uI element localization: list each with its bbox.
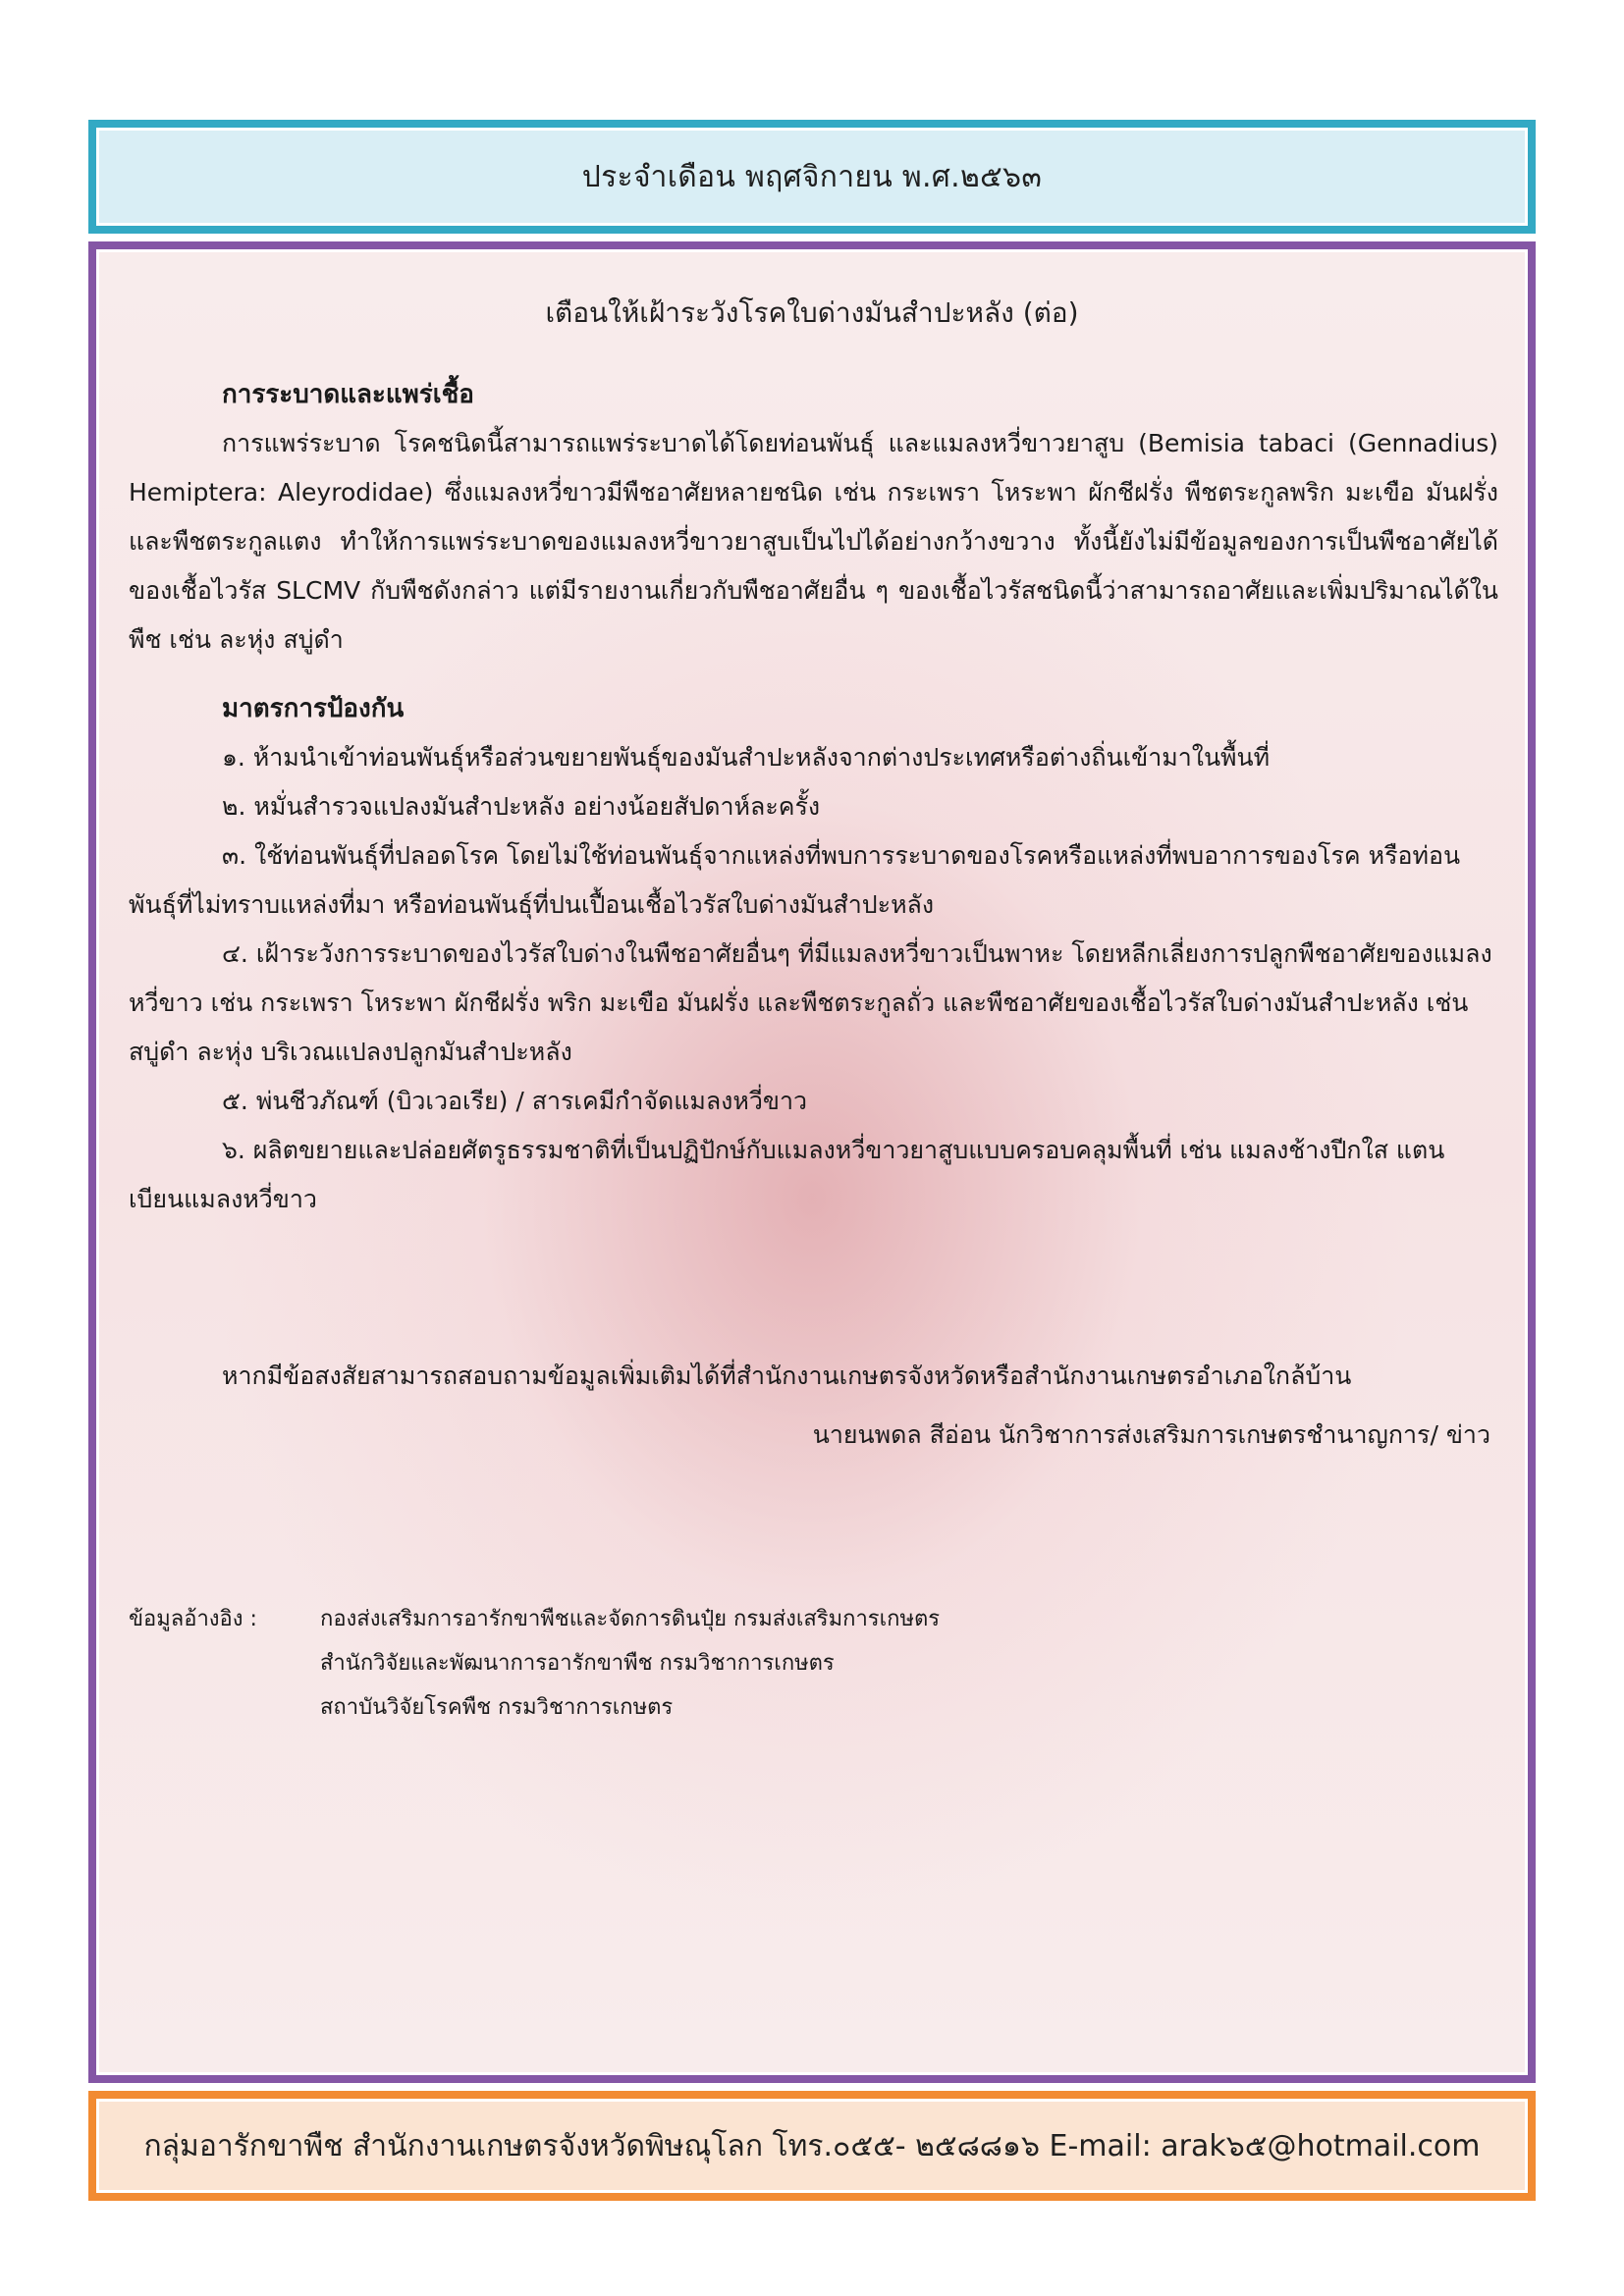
prevention-item-3: ๓. ใช้ท่อนพันธุ์ที่ปลอดโรค โดยไม่ใช้ท่อนพันธุ์จากแหล่งที่พบการระบาดของโรคหรือแหล่งที่พบอาการของโรค หรือท่อนพันธุ์ที่ไม่ทราบแหล่งที่มา หรือท่อนพันธุ์ที่ปนเปื้อนเชื้อไวรัสใบด่างมันสำปะหลัง [129,841,1461,919]
document-title: เตือนให้เฝ้าระวังโรคใบด่างมันสำปะหลัง (ต่อ) [545,296,1079,329]
contact-note: หากมีข้อสงสัยสามารถสอบถามข้อมูลเพิ่มเติมได้ที่สำนักงานเกษตรจังหวัดหรือสำนักงานเกษตรอำเภอใกล้บ้าน [222,1362,1352,1390]
reference-item: สถาบันวิจัยโรคพืช กรมวิชาการเกษตร [320,1695,674,1720]
header-title: ประจำเดือน พฤศจิกายน พ.ศ.๒๕๖๓ [581,159,1043,194]
references-list [320,1597,940,1730]
prevention-item-4: ๔. เฝ้าระวังการระบาดของไวรัสใบด่างในพืชอาศัยอื่นๆ ที่มีแมลงหวี่ขาวเป็นพาหะ โดยหลีกเลี่ยงการปลูกพืชอาศัยของแมลงหวี่ขาว เช่น กระเพรา โหระพา ผักชีฝรั่ง พริก มะเขือ มันฝรั่ง และพืชตระกูลถั่ว และพืชอาศัยของเชื้อไวรัสใบด่างมันสำปะหลัง เช่น สบู่ดำ ละหุ่ง บริเวณแปลงปลูกมันสำปะหลัง [129,939,1492,1066]
prevention-item-1: ๑. ห้ามนำเข้าท่อนพันธุ์หรือส่วนขยายพันธุ์ของมันสำปะหลังจากต่างประเทศหรือต่างถิ่นเข้ามาในพื้นที่ [222,743,1271,772]
header-banner [88,120,1536,234]
footer-banner-inner [96,2099,1528,2193]
footer-contact: กลุ่มอารักขาพืช สำนักงานเกษตรจังหวัดพิษณุโลก โทร.๐๕๕- ๒๕๘๘๑๖ E-mail: arak๖๕@hotmail.com [143,2128,1481,2163]
prevention-item-5: ๕. พ่นชีวภัณฑ์ (บิวเวอเรีย) / สารเคมีกำจัดแมลงหวี่ขาว [222,1087,808,1115]
references-label: ข้อมูลอ้างอิง : [129,1607,257,1631]
prevention-item-6: ๖. ผลิตขยายและปล่อยศัตรูธรรมชาติที่เป็นปฏิปักษ์กับแมลงหวี่ขาวยาสูบแบบครอบคลุมพื้นที่ เช่น แมลงช้างปีกใส แตนเบียนแมลงหวี่ขาว [129,1136,1445,1213]
content-panel [96,249,1528,2075]
spread-paragraph: การแพร่ระบาด โรคชนิดนี้สามารถแพร่ระบาดได้โดยท่อนพันธุ์ และแมลงหวี่ขาวยาสูบ (Bemisia tabaci (Gennadius) Hemiptera: Aleyrodidae) ซึ่งแมลงหวี่ขาวมีพืชอาศัยหลายชนิด เช่น กระเพรา โหระพา ผักชีฝรั่ง พืชตระกูลพริก มะเขือ มันฝรั่ง และพืชตระกูลแตง ทำให้การแพร่ระบาดของแมลงหวี่ขาวยาสูบเป็นไปได้อย่างกว้างขวาง ทั้งนี้ยังไม่มีข้อมูลของการเป็นพืชอาศัยได้ของเชื้อไวรัส SLCMV กับพืชดังกล่าว แต่มีรายงานเกี่ยวกับพืชอาศัยอื่น ๆ ของเชื้อไวรัสชนิดนี้ว่าสามารถอาศัยและเพิ่มปริมาณได้ในพืช เช่น ละหุ่ง สบู่ดำ [129,429,1498,654]
footer-banner [88,2091,1536,2201]
reference-item: สำนักวิจัยและพัฒนาการอารักขาพืช กรมวิชาการเกษตร [320,1651,835,1676]
signature: นายนพดล สีอ่อน นักวิชาการส่งเสริมการเกษตรชำนาญการ/ ข่าว [812,1420,1490,1449]
spread-heading: การระบาดและแพร่เชื้อ [222,380,474,409]
header-banner-inner [96,128,1528,226]
content-frame [88,241,1536,2083]
reference-item: กองส่งเสริมการอารักขาพืชและจัดการดินปุ๋ย กรมส่งเสริมการเกษตร [320,1607,941,1631]
prevention-heading: มาตรการป้องกัน [222,694,405,723]
prevention-item-2: ๒. หมั่นสำรวจแปลงมันสำปะหลัง อย่างน้อยสัปดาห์ละครั้ง [222,792,821,821]
spread-section [129,370,1498,665]
prevention-section [129,684,1498,1224]
